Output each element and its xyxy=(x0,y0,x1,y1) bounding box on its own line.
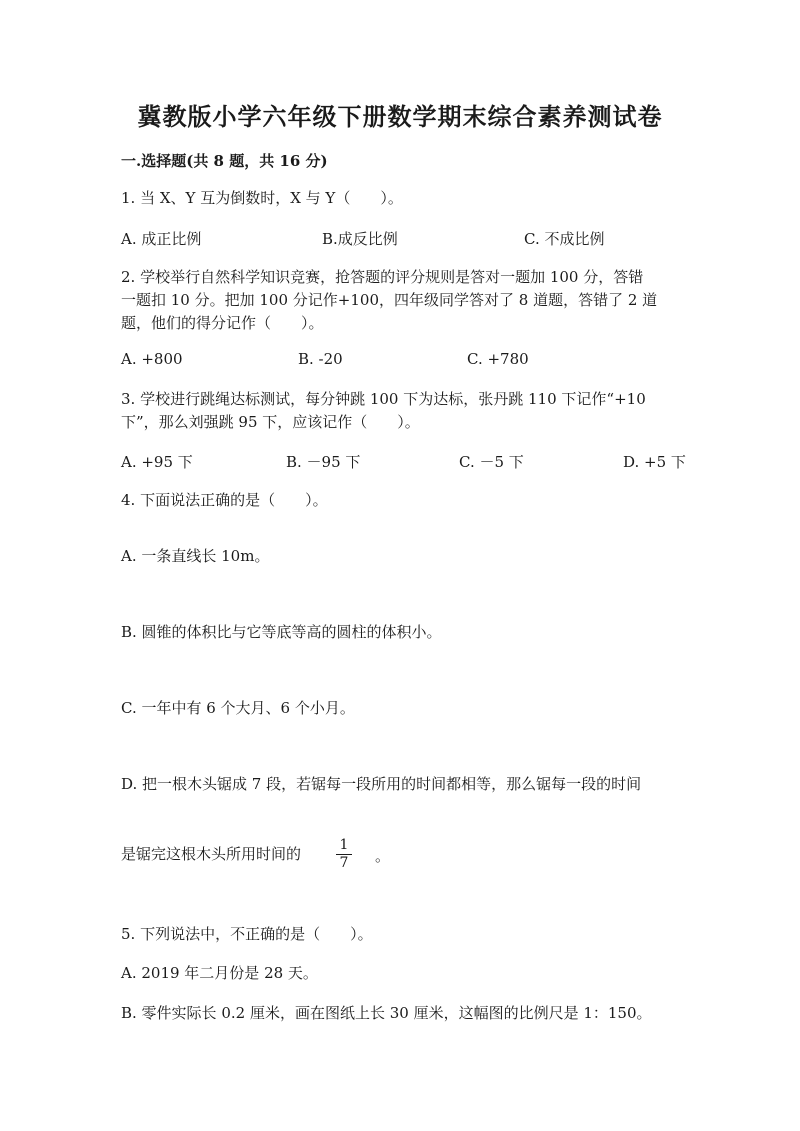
question-4-option-b[interactable]: B. 圆锥的体积比与它等底等高的圆柱的体积小。 xyxy=(121,623,442,641)
question-1-stem: 1. 当 X、Y 互为倒数时，X 与 Y（ ）。 xyxy=(121,189,403,207)
question-3-option-b[interactable]: B. －95 下 xyxy=(286,453,361,471)
question-2-stem-line-1: 2. 学校举行自然科学知识竞赛，抢答题的评分规则是答对一题加 100 分，答错 xyxy=(121,268,644,286)
question-4-option-a[interactable]: A. 一条直线长 10m。 xyxy=(121,547,270,565)
question-4-option-c[interactable]: C. 一年中有 6 个大月、6 个小月。 xyxy=(121,699,355,717)
question-3-stem-line-2: 下”，那么刘强跳 95 下，应该记作（ ）。 xyxy=(121,413,420,431)
question-1-option-c[interactable]: C. 不成比例 xyxy=(524,230,605,248)
question-2-option-c[interactable]: C. +780 xyxy=(467,350,529,368)
fraction-one-seventh xyxy=(336,837,352,872)
question-1-option-a[interactable]: A. 成正比例 xyxy=(121,230,202,248)
question-2-option-a[interactable]: A. +800 xyxy=(121,350,183,368)
question-5-stem: 5. 下列说法中，不正确的是（ ）。 xyxy=(121,925,373,943)
question-2-stem-line-3: 题，他们的得分记作（ ）。 xyxy=(121,314,324,332)
fraction-numerator: 1 xyxy=(336,837,352,855)
question-4-stem: 4. 下面说法正确的是（ ）。 xyxy=(121,491,328,509)
question-5-option-a[interactable]: A. 2019 年二月份是 28 天。 xyxy=(121,964,318,982)
question-5-option-b[interactable]: B. 零件实际长 0.2 厘米，画在图纸上长 30 厘米，这幅图的比例尺是 1：150。 xyxy=(121,1004,652,1022)
question-4-option-d[interactable]: D. 把一根木头锯成 7 段，若锯每一段所用的时间都相等，那么锯每一段的时间 xyxy=(121,775,642,793)
question-3-option-a[interactable]: A. +95 下 xyxy=(121,453,193,471)
question-3-option-d[interactable]: D. +5 下 xyxy=(623,453,686,471)
question-3-stem-line-1: 3. 学校进行跳绳达标测试，每分钟跳 100 下为达标，张丹跳 110 下记作“+10 xyxy=(121,390,646,408)
question-1-option-b[interactable]: B.成反比例 xyxy=(322,230,398,248)
question-2-stem-line-2: 一题扣 10 分。把加 100 分记作+100，四年级同学答对了 8 道题，答错了 2 道 xyxy=(121,291,658,309)
question-2-option-b[interactable]: B. -20 xyxy=(298,350,343,368)
question-4-option-d-continuation: 是锯完这根木头所用时间的 xyxy=(121,845,302,863)
fraction-denominator: 7 xyxy=(339,855,349,871)
question-4-period: 。 xyxy=(375,847,391,865)
page-title: 冀教版小学六年级下册数学期末综合素养测试卷 xyxy=(137,102,663,131)
section-heading: 一.选择题(共 8 题，共 16 分) xyxy=(121,152,328,170)
question-3-option-c[interactable]: C. －5 下 xyxy=(459,453,524,471)
